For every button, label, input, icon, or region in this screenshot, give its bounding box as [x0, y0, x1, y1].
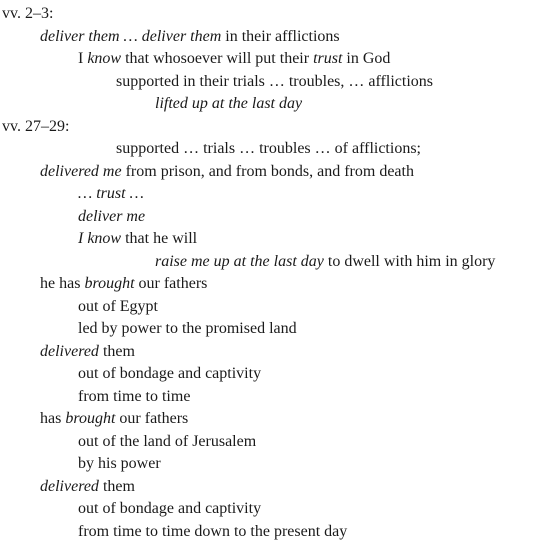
text-segment: them — [98, 342, 135, 360]
text-line — [40, 161, 414, 183]
text-line — [78, 386, 190, 408]
text-line — [78, 206, 145, 228]
text-segment: by his power — [78, 455, 161, 472]
italic-segment: raise me up at the last day — [155, 252, 324, 270]
text-line — [155, 93, 302, 115]
italic-segment: deliver them … deliver them — [40, 27, 222, 45]
text-line — [40, 408, 188, 430]
text-segment: he has — [40, 275, 85, 292]
text-segment: that whosoever will put their — [121, 50, 314, 67]
text-segment: in their afflictions — [221, 27, 340, 45]
text-segment: to dwell with him in glory — [323, 252, 496, 270]
italic-segment: … trust … — [78, 185, 144, 202]
text-segment: supported in their trials … troubles, … afflictions — [116, 72, 433, 90]
text-segment: vv. 2–3: — [2, 5, 54, 22]
text-line — [78, 498, 261, 520]
text-line — [40, 26, 340, 48]
italic-segment: brought — [65, 410, 116, 427]
text-line — [40, 476, 135, 498]
text-line — [78, 228, 197, 250]
text-segment: has — [40, 410, 66, 427]
text-segment: from time to time down to the present day — [78, 522, 348, 540]
text-segment: out of the land of Jerusalem — [78, 432, 257, 450]
italic-segment: brought — [84, 275, 135, 292]
text-line — [78, 48, 390, 70]
text-segment: them — [98, 477, 135, 495]
text-segment: led by power to the promised land — [78, 320, 297, 337]
text-line — [40, 273, 207, 295]
text-line — [78, 431, 256, 453]
text-segment: in God — [342, 50, 391, 67]
text-segment: our fathers — [134, 275, 208, 292]
text-segment: from prison, and from bonds, and from death — [121, 162, 414, 180]
italic-segment: know — [87, 50, 122, 67]
text-line — [78, 521, 347, 543]
text-segment: out of bondage and captivity — [78, 365, 262, 382]
text-segment: our fathers — [115, 410, 189, 427]
text-line — [155, 251, 495, 273]
text-segment: I — [78, 50, 88, 67]
italic-segment: delivered — [40, 342, 99, 360]
text-line — [116, 138, 421, 160]
text-line — [40, 341, 135, 363]
text-line — [78, 296, 158, 318]
text-segment: out of Egypt — [78, 297, 158, 315]
text-segment: out of bondage and captivity — [78, 500, 262, 517]
italic-segment: I know — [78, 230, 122, 247]
italic-segment: delivered — [40, 477, 99, 495]
text-line — [78, 363, 261, 385]
text-line — [78, 318, 297, 340]
text-line — [2, 3, 53, 25]
text-segment: vv. 27–29: — [2, 117, 70, 135]
text-segment: from time to time — [78, 387, 191, 405]
italic-segment: deliver me — [78, 207, 146, 225]
text-line — [2, 116, 69, 138]
italic-segment: lifted up at the last day — [155, 95, 303, 112]
italic-segment: delivered me — [40, 162, 122, 180]
text-segment: supported … trials … troubles … of afflictions; — [116, 140, 421, 157]
text-line — [78, 453, 161, 475]
text-segment: that he will — [121, 230, 198, 247]
italic-segment: trust — [313, 50, 343, 67]
text-line — [116, 71, 433, 93]
text-line — [78, 183, 144, 205]
